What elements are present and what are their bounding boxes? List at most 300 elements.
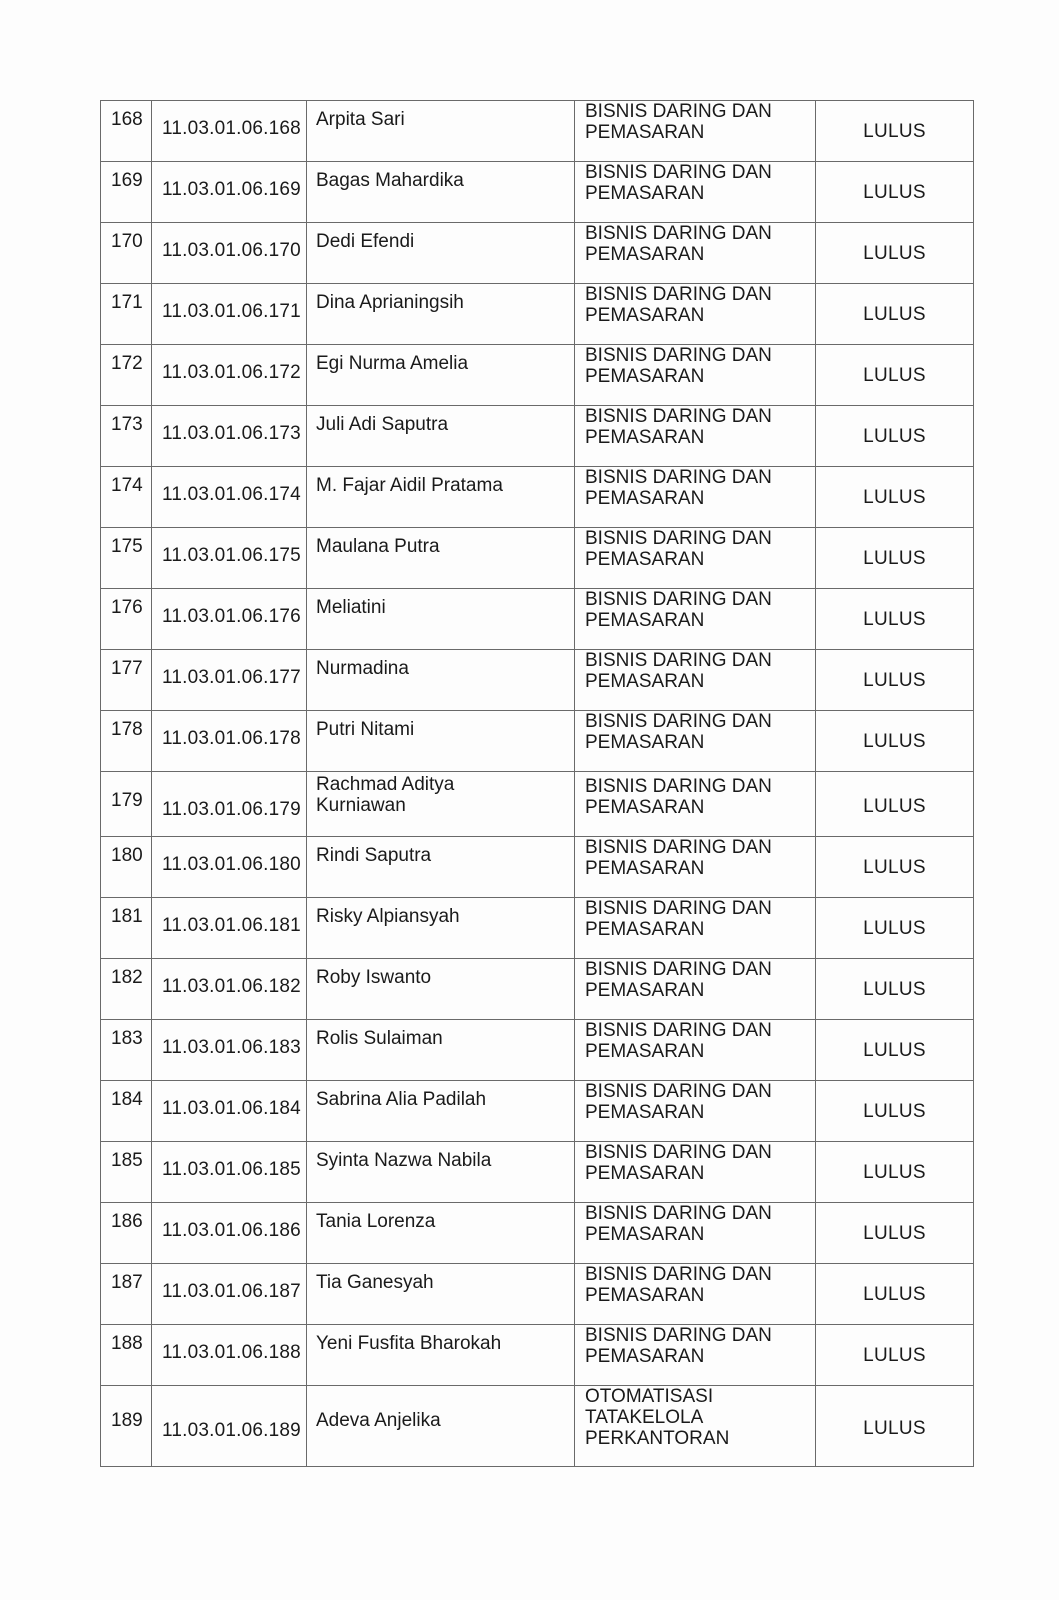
student-name-line: Nurmadina: [316, 658, 409, 679]
row-number: 168: [111, 109, 143, 130]
student-name-cell: [307, 1020, 575, 1081]
program-line: BISNIS DARING DAN: [585, 1142, 772, 1163]
student-id: 11.03.01.06.184: [162, 1098, 301, 1119]
row-number-cell: [101, 711, 152, 772]
student-id-cell: [152, 1081, 307, 1142]
status-cell: [816, 1325, 974, 1386]
student-name-cell: [307, 589, 575, 650]
student-name-cell: [307, 162, 575, 223]
program-cell: [575, 959, 816, 1020]
program-cell: [575, 345, 816, 406]
student-name-cell: [307, 284, 575, 345]
status-cell: [816, 711, 974, 772]
program-cell: [575, 223, 816, 284]
student-name: [307, 959, 574, 988]
student-name-cell: [307, 711, 575, 772]
student-id-cell: [152, 589, 307, 650]
student-id: 11.03.01.06.187: [162, 1281, 301, 1302]
status-cell: [816, 959, 974, 1020]
student-id-cell: [152, 772, 307, 837]
status-label: LULUS: [863, 365, 926, 386]
program-name: [575, 898, 815, 940]
status-cell: [816, 772, 974, 837]
program-line: BISNIS DARING DAN: [585, 284, 772, 305]
status-cell: [816, 101, 974, 162]
row-number: 186: [111, 1211, 143, 1232]
student-name-cell: [307, 772, 575, 837]
student-id-cell: [152, 406, 307, 467]
student-name-line: Tania Lorenza: [316, 1211, 436, 1232]
row-number-cell: [101, 284, 152, 345]
status-label: LULUS: [863, 487, 926, 508]
row-number: 172: [111, 353, 143, 374]
program-cell: [575, 650, 816, 711]
program-name: [575, 1020, 815, 1062]
student-id: 11.03.01.06.172: [162, 362, 301, 383]
program-cell: [575, 1203, 816, 1264]
program-line: BISNIS DARING DAN: [585, 345, 772, 366]
program-line: PEMASARAN: [585, 122, 705, 143]
program-name: [575, 284, 815, 326]
program-line: PEMASARAN: [585, 980, 705, 1001]
student-name-cell: [307, 223, 575, 284]
program-name: [575, 772, 815, 818]
program-name: [575, 162, 815, 204]
student-name-cell: [307, 1142, 575, 1203]
student-name-line: Rachmad Aditya: [316, 774, 455, 795]
student-id-cell: [152, 711, 307, 772]
status-label: LULUS: [863, 182, 926, 203]
row-number-cell: [101, 406, 152, 467]
program-line: PEMASARAN: [585, 1102, 705, 1123]
table-row: [101, 1325, 974, 1386]
row-number-cell: [101, 528, 152, 589]
program-cell: [575, 1142, 816, 1203]
program-name: [575, 1081, 815, 1123]
student-name-cell: [307, 345, 575, 406]
table-row: [101, 1203, 974, 1264]
student-name-line: Egi Nurma Amelia: [316, 353, 469, 374]
status-cell: [816, 345, 974, 406]
student-name-cell: [307, 1081, 575, 1142]
program-line: BISNIS DARING DAN: [585, 1264, 772, 1285]
program-line: PEMASARAN: [585, 858, 705, 879]
student-id-cell: [152, 101, 307, 162]
row-number: 170: [111, 231, 143, 252]
table-row: [101, 650, 974, 711]
row-number: 176: [111, 597, 143, 618]
row-number: 174: [111, 475, 143, 496]
student-id: 11.03.01.06.182: [162, 976, 301, 997]
status-cell: [816, 589, 974, 650]
student-name: [307, 345, 574, 374]
program-line: PEMASARAN: [585, 183, 705, 204]
row-number: 182: [111, 967, 143, 988]
program-cell: [575, 467, 816, 528]
program-line: BISNIS DARING DAN: [585, 406, 772, 427]
student-name-line: Rindi Saputra: [316, 845, 432, 866]
table-body: [101, 101, 974, 1467]
student-name: [307, 1142, 574, 1171]
table-row: [101, 959, 974, 1020]
student-name: [307, 837, 574, 866]
student-name-cell: [307, 528, 575, 589]
table-row: [101, 223, 974, 284]
status-label: LULUS: [863, 1418, 926, 1439]
student-id: 11.03.01.06.186: [162, 1220, 301, 1241]
student-id: 11.03.01.06.176: [162, 606, 301, 627]
status-label: LULUS: [863, 1345, 926, 1366]
program-line: TATAKELOLA: [585, 1407, 704, 1428]
program-line: BISNIS DARING DAN: [585, 776, 772, 797]
status-label: LULUS: [863, 548, 926, 569]
table-row: [101, 406, 974, 467]
program-line: PEMASARAN: [585, 1041, 705, 1062]
student-id: 11.03.01.06.179: [162, 799, 301, 820]
student-name-line: Juli Adi Saputra: [316, 414, 449, 435]
student-name-line: Maulana Putra: [316, 536, 440, 557]
table-row: [101, 345, 974, 406]
program-line: PEMASARAN: [585, 1224, 705, 1245]
student-id: 11.03.01.06.178: [162, 728, 301, 749]
row-number: 183: [111, 1028, 143, 1049]
student-name: [307, 1203, 574, 1232]
student-name: [307, 898, 574, 927]
program-line: PEMASARAN: [585, 488, 705, 509]
student-name: [307, 528, 574, 557]
student-id: 11.03.01.06.168: [162, 118, 301, 139]
table-row: [101, 1142, 974, 1203]
program-line: PEMASARAN: [585, 1285, 705, 1306]
student-name-cell: [307, 837, 575, 898]
table-row: [101, 1264, 974, 1325]
status-cell: [816, 898, 974, 959]
student-name-line: Dedi Efendi: [316, 231, 415, 252]
program-line: BISNIS DARING DAN: [585, 589, 772, 610]
program-name: [575, 959, 815, 1001]
student-name-line: Meliatini: [316, 597, 386, 618]
student-id-cell: [152, 898, 307, 959]
student-id-cell: [152, 467, 307, 528]
program-line: BISNIS DARING DAN: [585, 162, 772, 183]
program-cell: [575, 528, 816, 589]
student-name-cell: [307, 650, 575, 711]
program-cell: [575, 1081, 816, 1142]
program-cell: [575, 898, 816, 959]
table-row: [101, 284, 974, 345]
row-number-cell: [101, 1264, 152, 1325]
row-number: 171: [111, 292, 143, 313]
program-name: [575, 223, 815, 265]
program-line: BISNIS DARING DAN: [585, 650, 772, 671]
student-id: 11.03.01.06.188: [162, 1342, 301, 1363]
status-label: LULUS: [863, 1284, 926, 1305]
status-label: LULUS: [863, 796, 926, 817]
student-name-line: M. Fajar Aidil Pratama: [316, 475, 503, 496]
student-name-cell: [307, 1386, 575, 1467]
row-number-cell: [101, 772, 152, 837]
program-line: OTOMATISASI: [585, 1386, 714, 1407]
student-id-cell: [152, 1264, 307, 1325]
student-name-line: Syinta Nazwa Nabila: [316, 1150, 492, 1171]
student-name-cell: [307, 1203, 575, 1264]
program-name: [575, 650, 815, 692]
program-line: PEMASARAN: [585, 244, 705, 265]
program-name: [575, 589, 815, 631]
row-number: 175: [111, 536, 143, 557]
student-name-cell: [307, 467, 575, 528]
program-line: BISNIS DARING DAN: [585, 528, 772, 549]
program-name: [575, 1203, 815, 1245]
row-number: 189: [111, 1410, 143, 1431]
student-id: 11.03.01.06.175: [162, 545, 301, 566]
program-line: PEMASARAN: [585, 610, 705, 631]
student-name: [307, 1081, 574, 1110]
status-cell: [816, 284, 974, 345]
program-name: [575, 345, 815, 387]
row-number: 181: [111, 906, 143, 927]
row-number: 180: [111, 845, 143, 866]
status-cell: [816, 223, 974, 284]
program-line: PEMASARAN: [585, 549, 705, 570]
student-id-cell: [152, 284, 307, 345]
program-cell: [575, 284, 816, 345]
status-label: LULUS: [863, 979, 926, 1000]
status-label: LULUS: [863, 1040, 926, 1061]
student-name: [307, 772, 574, 816]
row-number: 173: [111, 414, 143, 435]
student-name-line: Rolis Sulaiman: [316, 1028, 443, 1049]
status-label: LULUS: [863, 670, 926, 691]
row-number-cell: [101, 898, 152, 959]
student-name-line: Putri Nitami: [316, 719, 415, 740]
table-row: [101, 1020, 974, 1081]
status-cell: [816, 1386, 974, 1467]
program-name: [575, 1264, 815, 1306]
student-name: [307, 223, 574, 252]
student-id: 11.03.01.06.169: [162, 179, 301, 200]
status-cell: [816, 837, 974, 898]
student-name: [307, 589, 574, 618]
program-line: PEMASARAN: [585, 305, 705, 326]
program-line: BISNIS DARING DAN: [585, 959, 772, 980]
status-label: LULUS: [863, 918, 926, 939]
status-cell: [816, 1081, 974, 1142]
student-id: 11.03.01.06.183: [162, 1037, 301, 1058]
student-id-cell: [152, 528, 307, 589]
program-line: BISNIS DARING DAN: [585, 837, 772, 858]
student-name-line: Yeni Fusfita Bharokah: [316, 1333, 502, 1354]
program-line: PEMASARAN: [585, 1163, 705, 1184]
table-row: [101, 528, 974, 589]
program-line: PEMASARAN: [585, 366, 705, 387]
student-id-cell: [152, 345, 307, 406]
program-cell: [575, 406, 816, 467]
program-cell: [575, 162, 816, 223]
program-line: PEMASARAN: [585, 1346, 705, 1367]
program-name: [575, 467, 815, 509]
status-cell: [816, 467, 974, 528]
student-name-line: Adeva Anjelika: [316, 1410, 441, 1431]
status-label: LULUS: [863, 304, 926, 325]
program-cell: [575, 1264, 816, 1325]
program-name: [575, 1386, 815, 1449]
student-id: 11.03.01.06.173: [162, 423, 301, 444]
student-name-cell: [307, 406, 575, 467]
student-id-cell: [152, 223, 307, 284]
table-row: [101, 837, 974, 898]
program-cell: [575, 1020, 816, 1081]
status-cell: [816, 162, 974, 223]
student-name-line: Risky Alpiansyah: [316, 906, 460, 927]
student-id-cell: [152, 1386, 307, 1467]
program-cell: [575, 1386, 816, 1467]
table-row: [101, 101, 974, 162]
table-row: [101, 1081, 974, 1142]
student-id: 11.03.01.06.189: [162, 1420, 301, 1441]
row-number: 177: [111, 658, 143, 679]
student-name-line: Bagas Mahardika: [316, 170, 464, 191]
program-name: [575, 406, 815, 448]
row-number-cell: [101, 162, 152, 223]
student-id: 11.03.01.06.177: [162, 667, 301, 688]
status-label: LULUS: [863, 1162, 926, 1183]
student-name-line: Kurniawan: [316, 795, 406, 816]
student-name-line: Roby Iswanto: [316, 967, 432, 988]
table-row: [101, 589, 974, 650]
program-cell: [575, 837, 816, 898]
status-cell: [816, 528, 974, 589]
row-number-cell: [101, 223, 152, 284]
student-id: 11.03.01.06.181: [162, 915, 301, 936]
program-line: BISNIS DARING DAN: [585, 711, 772, 732]
table-row: [101, 467, 974, 528]
student-name: [307, 406, 574, 435]
student-name-line: Tia Ganesyah: [316, 1272, 434, 1293]
status-label: LULUS: [863, 243, 926, 264]
student-name: [307, 101, 574, 130]
row-number-cell: [101, 959, 152, 1020]
table-row: [101, 1386, 974, 1467]
student-name-cell: [307, 898, 575, 959]
row-number-cell: [101, 101, 152, 162]
status-cell: [816, 1264, 974, 1325]
graduation-results-table: [100, 100, 974, 1467]
student-id: 11.03.01.06.171: [162, 301, 301, 322]
program-cell: [575, 772, 816, 837]
program-line: PEMASARAN: [585, 797, 705, 818]
program-line: BISNIS DARING DAN: [585, 467, 772, 488]
row-number: 184: [111, 1089, 143, 1110]
row-number-cell: [101, 1386, 152, 1467]
row-number: 185: [111, 1150, 143, 1171]
status-label: LULUS: [863, 731, 926, 752]
program-line: PEMASARAN: [585, 427, 705, 448]
row-number-cell: [101, 837, 152, 898]
row-number-cell: [101, 1081, 152, 1142]
row-number: 179: [111, 790, 143, 811]
student-name-cell: [307, 101, 575, 162]
program-line: BISNIS DARING DAN: [585, 1020, 772, 1041]
status-cell: [816, 406, 974, 467]
status-label: LULUS: [863, 609, 926, 630]
row-number: 188: [111, 1333, 143, 1354]
program-line: BISNIS DARING DAN: [585, 898, 772, 919]
program-line: PEMASARAN: [585, 919, 705, 940]
student-name: [307, 1386, 574, 1431]
program-line: BISNIS DARING DAN: [585, 101, 772, 122]
row-number: 169: [111, 170, 143, 191]
program-line: BISNIS DARING DAN: [585, 1081, 772, 1102]
row-number: 178: [111, 719, 143, 740]
program-cell: [575, 101, 816, 162]
student-id-cell: [152, 1020, 307, 1081]
status-label: LULUS: [863, 426, 926, 447]
student-name: [307, 1264, 574, 1293]
student-name-line: Dina Aprianingsih: [316, 292, 464, 313]
status-cell: [816, 1142, 974, 1203]
student-id: 11.03.01.06.170: [162, 240, 301, 261]
row-number-cell: [101, 467, 152, 528]
program-cell: [575, 589, 816, 650]
student-name-line: Sabrina Alia Padilah: [316, 1089, 487, 1110]
student-name: [307, 162, 574, 191]
program-line: PEMASARAN: [585, 732, 705, 753]
row-number-cell: [101, 1325, 152, 1386]
student-name: [307, 1325, 574, 1354]
program-name: [575, 711, 815, 753]
student-name-cell: [307, 1325, 575, 1386]
program-cell: [575, 1325, 816, 1386]
status-label: LULUS: [863, 1223, 926, 1244]
row-number: 187: [111, 1272, 143, 1293]
program-name: [575, 1142, 815, 1184]
program-name: [575, 101, 815, 143]
status-label: LULUS: [863, 121, 926, 142]
student-id-cell: [152, 1325, 307, 1386]
row-number-cell: [101, 1020, 152, 1081]
status-cell: [816, 650, 974, 711]
row-number-cell: [101, 1203, 152, 1264]
student-id-cell: [152, 959, 307, 1020]
program-line: PERKANTORAN: [585, 1428, 730, 1449]
student-id: 11.03.01.06.174: [162, 484, 301, 505]
status-cell: [816, 1020, 974, 1081]
row-number-cell: [101, 589, 152, 650]
program-name: [575, 1325, 815, 1367]
student-name: [307, 467, 574, 496]
student-name: [307, 1020, 574, 1049]
status-cell: [816, 1203, 974, 1264]
program-line: BISNIS DARING DAN: [585, 223, 772, 244]
program-line: BISNIS DARING DAN: [585, 1203, 772, 1224]
program-line: BISNIS DARING DAN: [585, 1325, 772, 1346]
program-line: PEMASARAN: [585, 671, 705, 692]
table-row: [101, 772, 974, 837]
student-name-cell: [307, 959, 575, 1020]
table-row: [101, 898, 974, 959]
student-id-cell: [152, 1203, 307, 1264]
student-id: 11.03.01.06.185: [162, 1159, 301, 1180]
student-name: [307, 284, 574, 313]
student-id-cell: [152, 1142, 307, 1203]
student-id-cell: [152, 162, 307, 223]
student-id-cell: [152, 650, 307, 711]
row-number-cell: [101, 345, 152, 406]
status-label: LULUS: [863, 857, 926, 878]
student-id-cell: [152, 837, 307, 898]
program-cell: [575, 711, 816, 772]
